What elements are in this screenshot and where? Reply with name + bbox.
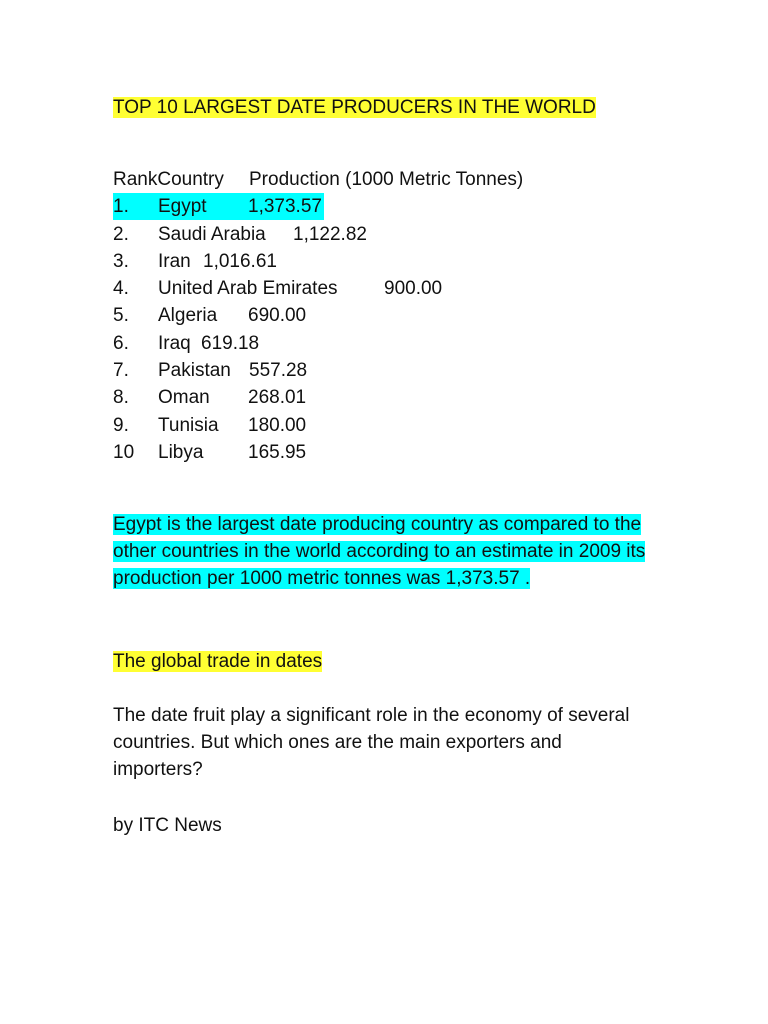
production-cell: 619.18 — [201, 332, 260, 354]
country-cell: Oman — [158, 387, 210, 409]
country-cell: Pakistan — [158, 360, 231, 382]
rank-cell: 10 — [113, 441, 135, 463]
subheading-text: The global trade in dates — [113, 651, 323, 672]
rank-cell: 6. — [113, 332, 129, 354]
document-title — [113, 94, 596, 121]
table-row — [113, 275, 633, 302]
country-cell: United Arab Emirates — [158, 278, 338, 300]
rank-cell: 4. — [113, 278, 129, 300]
country-cell: Egypt — [158, 196, 207, 218]
rank-cell: 2. — [113, 223, 129, 245]
production-cell: 165.95 — [248, 441, 307, 463]
production-cell: 1,122.82 — [293, 223, 367, 245]
egypt-paragraph — [113, 511, 653, 592]
header-production: Production (1000 Metric Tonnes) — [249, 169, 524, 190]
byline: by ITC News — [113, 815, 222, 836]
trade-paragraph: The date fruit play a significant role in the economy of several countries. But which ones are the main exporters and importers? — [113, 705, 630, 780]
egypt-paragraph-text: Egypt is the largest date producing country as compared to the other countries in the world according to an estimate in 2009 its production per 1000 metric tonnes was 1,373.57 . — [113, 514, 646, 589]
rank-cell: 5. — [113, 305, 129, 327]
production-cell: 1,016.61 — [203, 250, 277, 272]
country-cell: Saudi Arabia — [158, 223, 266, 245]
table-row — [113, 193, 633, 220]
table-row — [113, 357, 633, 384]
table-row — [113, 439, 633, 466]
country-cell: Libya — [158, 441, 204, 463]
country-cell: Tunisia — [158, 414, 219, 436]
production-cell: 180.00 — [248, 414, 307, 436]
rank-cell: 7. — [113, 360, 129, 382]
header-rank-country: RankCountry — [113, 169, 224, 190]
production-cell: 557.28 — [249, 360, 308, 382]
rank-cell: 3. — [113, 250, 129, 272]
title-text: TOP 10 LARGEST DATE PRODUCERS IN THE WORLD — [113, 97, 596, 118]
production-cell: 690.00 — [248, 305, 307, 327]
producers-table — [113, 166, 633, 466]
country-cell: Algeria — [158, 305, 218, 327]
production-cell: 900.00 — [384, 278, 443, 300]
production-cell: 1,373.57 — [248, 196, 322, 218]
rank-cell: 1. — [113, 196, 129, 218]
rank-cell: 9. — [113, 414, 129, 436]
table-row — [113, 384, 633, 411]
country-cell: Iran — [158, 250, 191, 272]
rank-cell: 8. — [113, 387, 129, 409]
table-row — [113, 330, 633, 357]
table-header-row — [113, 166, 633, 193]
production-cell: 268.01 — [248, 387, 307, 409]
table-row — [113, 302, 633, 329]
table-row — [113, 412, 633, 439]
country-cell: Iraq — [158, 332, 191, 354]
table-row — [113, 248, 633, 275]
subheading — [113, 648, 322, 675]
table-row — [113, 221, 633, 248]
